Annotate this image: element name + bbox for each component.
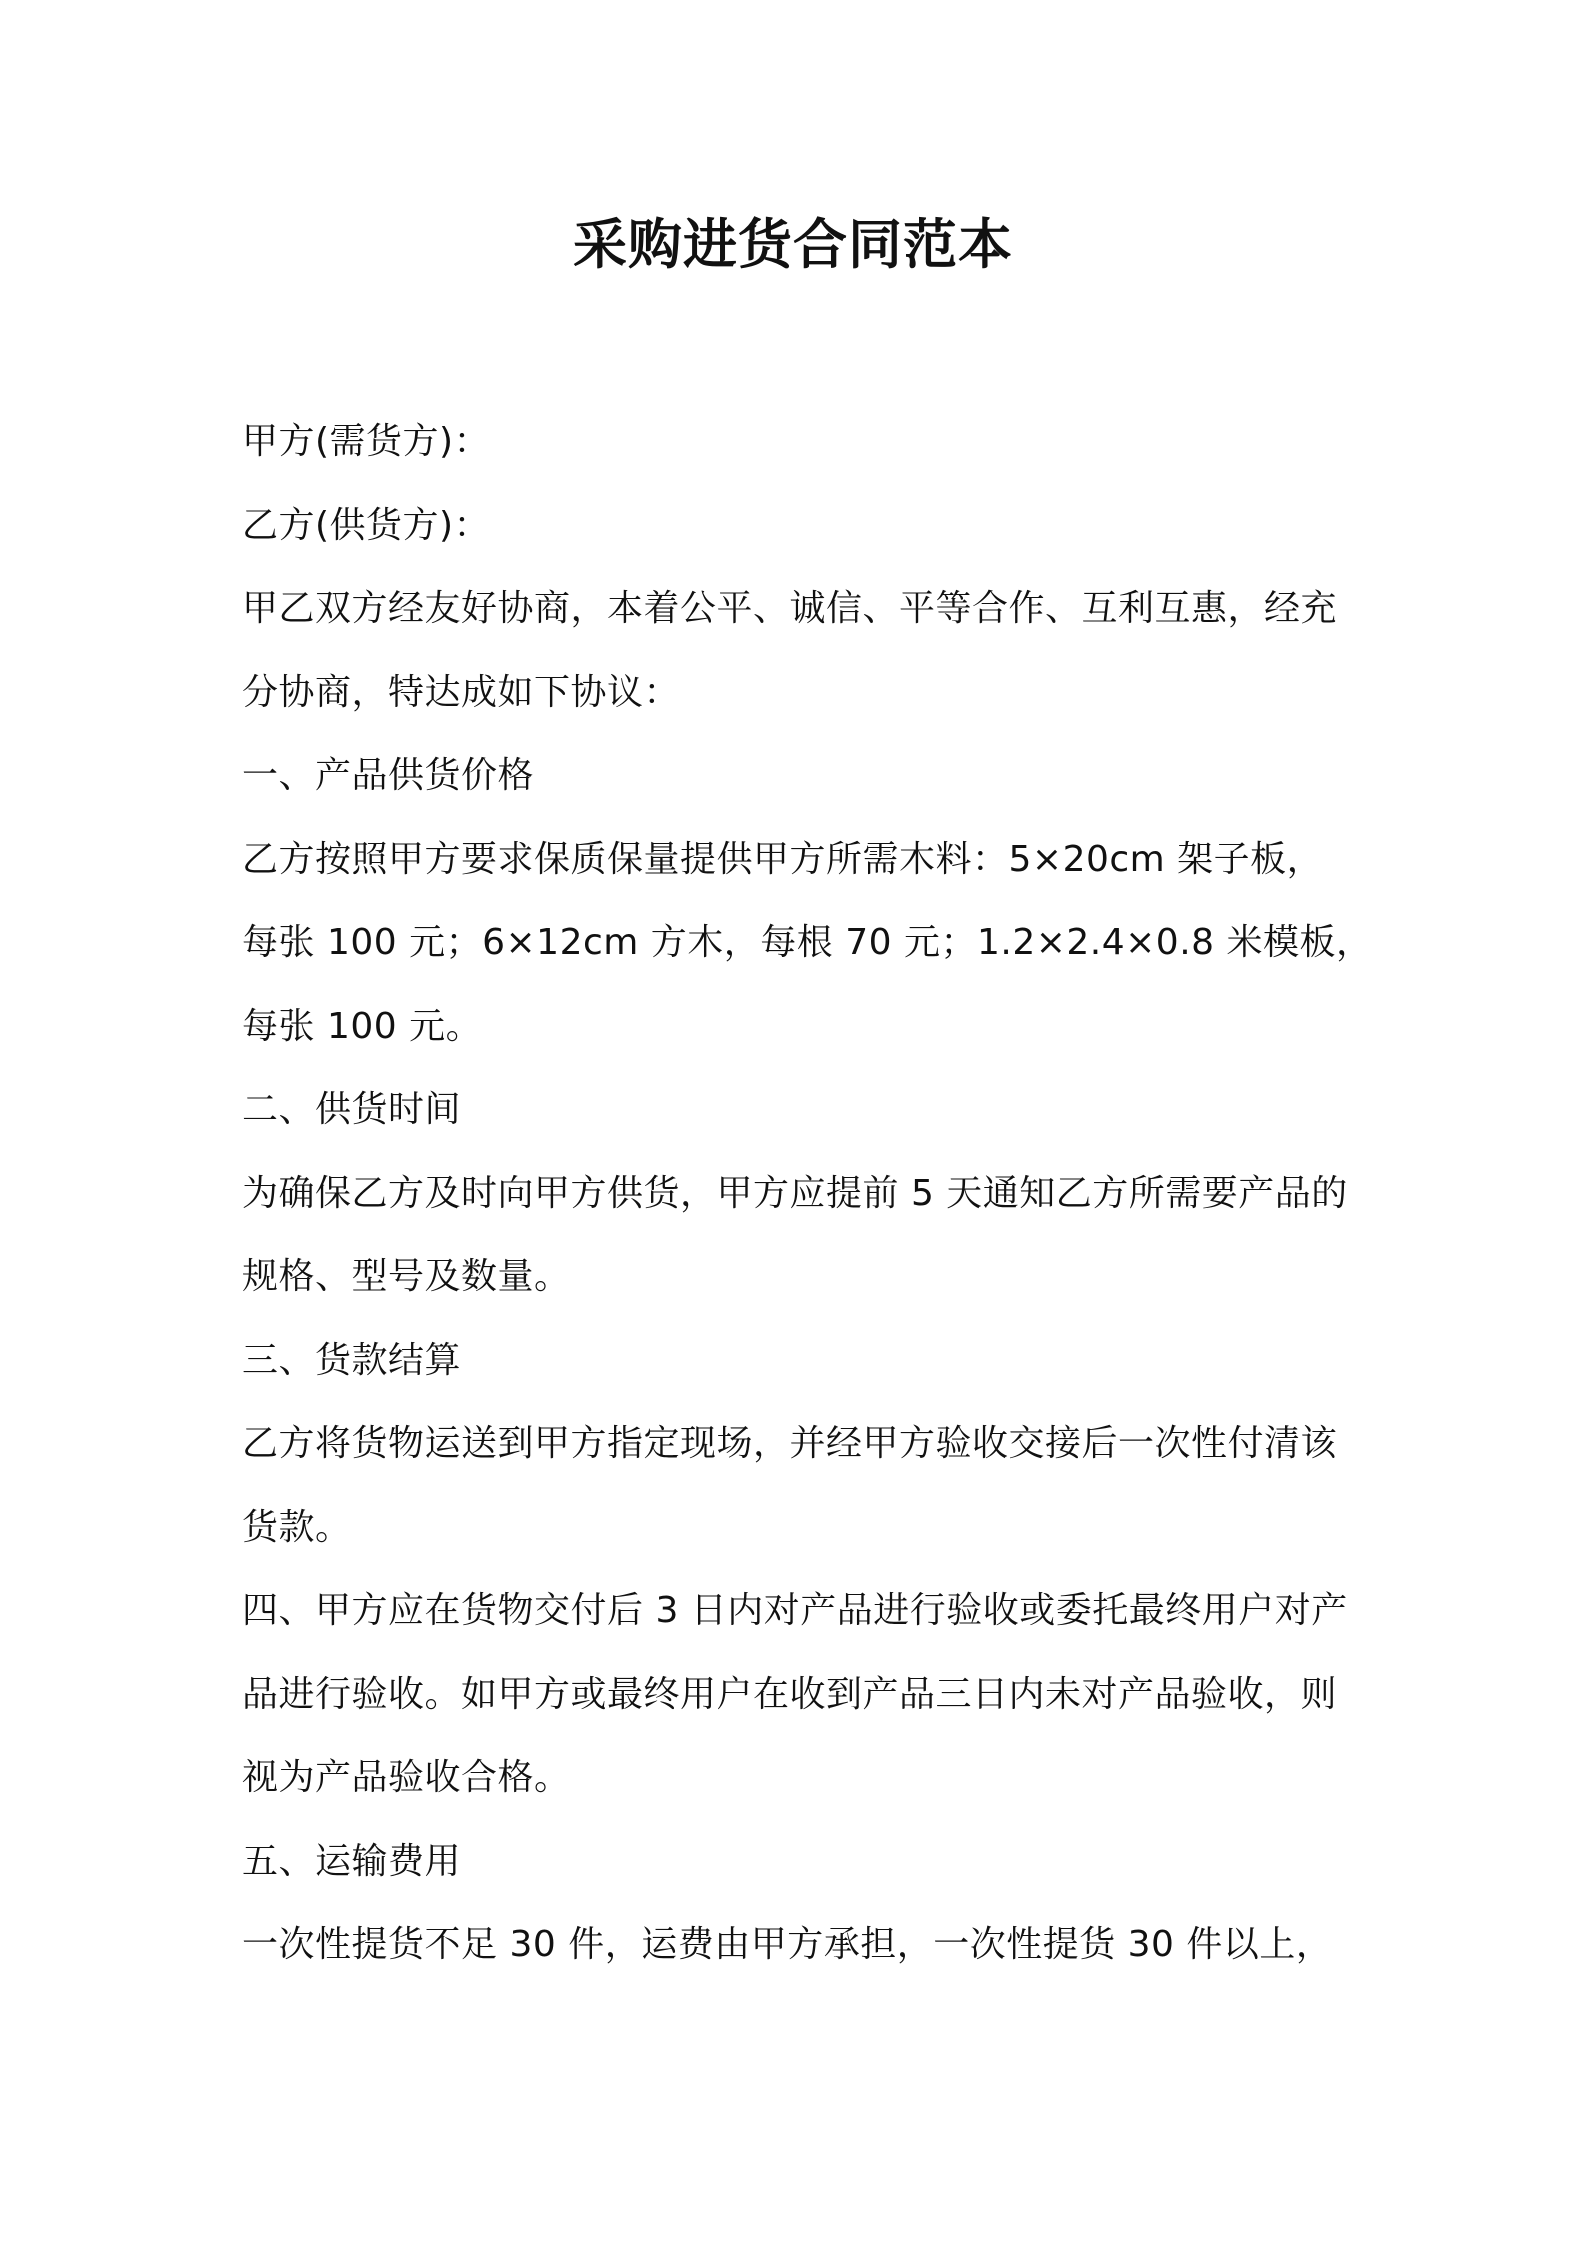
preamble-line: 甲乙双方经友好协商，本着公平、诚信、平等合作、互利互惠，经充 (242, 588, 1338, 629)
paragraph-line: 每张 100 元。 (242, 1005, 483, 1047)
document-body (242, 400, 1373, 1987)
paragraph-line: 为确保乙方及时向甲方供货，甲方应提前 5 天通知乙方所需要产品的 (242, 1172, 1348, 1214)
paragraph-line: 规格、型号及数量。 (242, 1256, 571, 1297)
paragraph-line: 乙方将货物运送到甲方指定现场，并经甲方验收交接后一次性付清该 (242, 1423, 1338, 1464)
paragraph-line: 每张 100 元；6×12cm 方木，每根 70 元；1.2×2.4×0.8 米模板， (242, 922, 1373, 963)
section-heading: 二、供货时间 (242, 1089, 462, 1130)
document-title: 采购进货合同范本 (573, 213, 1013, 276)
paragraph-line: 视为产品验收合格。 (242, 1757, 571, 1798)
section-heading: 三、货款结算 (242, 1339, 462, 1381)
paragraph-line: 一次性提货不足 30 件，运费由甲方承担，一次性提货 30 件以上， (242, 1924, 1333, 1965)
preamble-line: 分协商，特达成如下协议： (242, 671, 681, 713)
section-heading: 一、产品供货价格 (242, 755, 535, 796)
party-b-line: 乙方(供货方)： (242, 504, 491, 546)
paragraph-line: 四、甲方应在货物交付后 3 日内对产品进行验收或委托最终用户对产 (242, 1590, 1348, 1631)
paragraph-line: 乙方按照甲方要求保质保量提供甲方所需木料：5×20cm 架子板， (242, 838, 1324, 880)
paragraph-line: 品进行验收。如甲方或最终用户在收到产品三日内未对产品验收，则 (242, 1673, 1338, 1715)
paragraph-line: 货款。 (242, 1506, 352, 1548)
party-a-line: 甲方(需货方)： (242, 421, 491, 462)
section-heading: 五、运输费用 (242, 1840, 462, 1882)
